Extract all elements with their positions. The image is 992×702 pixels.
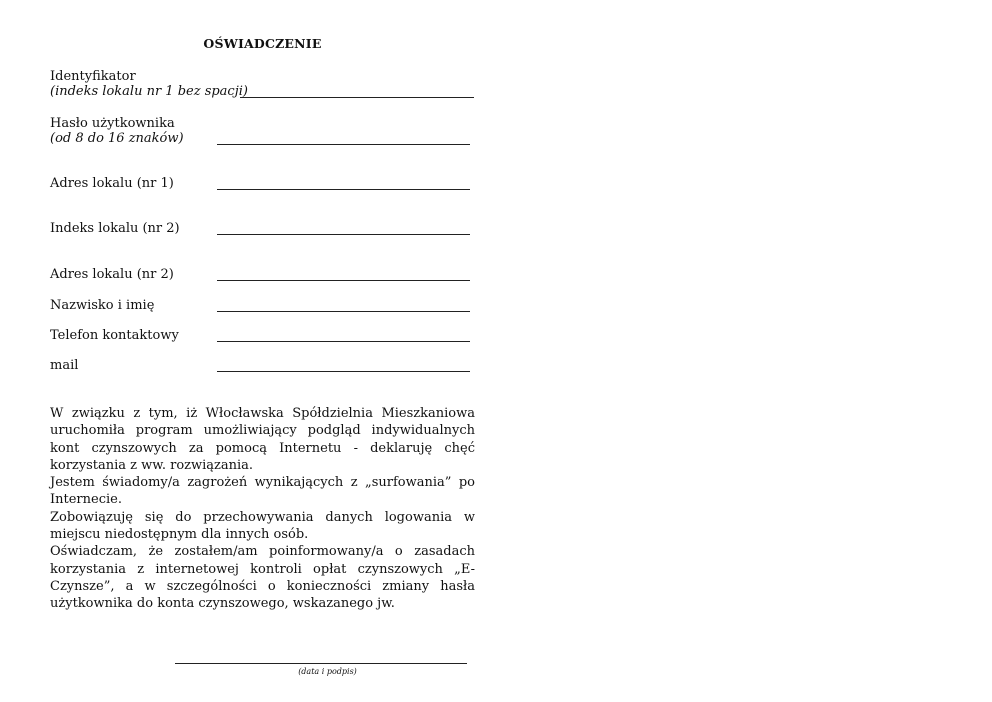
signature-line[interactable] (175, 663, 467, 664)
declaration-paragraph: Jestem świadomy/a zagrożeń wynikających z „surfowania” po Internecie. (50, 475, 475, 508)
document-title: OŚWIADCZENIE (203, 36, 322, 51)
field-address1-label: Adres lokalu (nr 1) (50, 176, 174, 191)
field-phone-line[interactable] (217, 341, 470, 342)
declaration-paragraph: Oświadczam, że zostałem/am poinformowany/a o zasadach korzystania z internetowej kontroli opłat czynszowych „E-Czynsze”, a w szczególności o konieczności zmiany hasła użytkownika do konta czynszowego, wskazanego jw. (50, 544, 475, 612)
field-identifier-label (50, 69, 248, 99)
field-address1-line[interactable] (217, 189, 470, 190)
signature-caption: (data i podpis) (298, 667, 357, 676)
field-name-line[interactable] (217, 311, 470, 312)
field-identifier-hint: (indeks lokalu nr 1 bez spacji) (50, 84, 248, 99)
field-mail-line[interactable] (217, 371, 470, 372)
field-password-label (50, 116, 184, 146)
declaration-text (50, 405, 475, 613)
field-password-main: Hasło użytkownika (50, 116, 175, 131)
field-identifier-line[interactable] (240, 97, 474, 98)
field-identifier-main: Identyfikator (50, 69, 136, 84)
declaration-paragraph: Zobowiązuję się do przechowywania danych logowania w miejscu niedostępnym dla innych osób. (50, 509, 475, 543)
field-name-label: Nazwisko i imię (50, 298, 155, 313)
field-password-hint: (od 8 do 16 znaków) (50, 131, 184, 146)
field-password-line[interactable] (217, 144, 470, 145)
field-phone-label: Telefon kontaktowy (50, 328, 179, 343)
field-index2-line[interactable] (217, 234, 470, 235)
declaration-paragraph: W związku z tym, iż Włocławska Spółdzielnia Mieszkaniowa uruchomiła program umożliwiający podgląd indywidualnych kont czynszowych za pomocą Internetu - deklaruję chęć korzystania z ww. rozwiązania. (50, 406, 475, 473)
field-address2-line[interactable] (217, 280, 470, 281)
field-mail-label: mail (50, 358, 79, 373)
field-address2-label: Adres lokalu (nr 2) (50, 267, 174, 282)
field-index2-label: Indeks lokalu (nr 2) (50, 221, 180, 236)
